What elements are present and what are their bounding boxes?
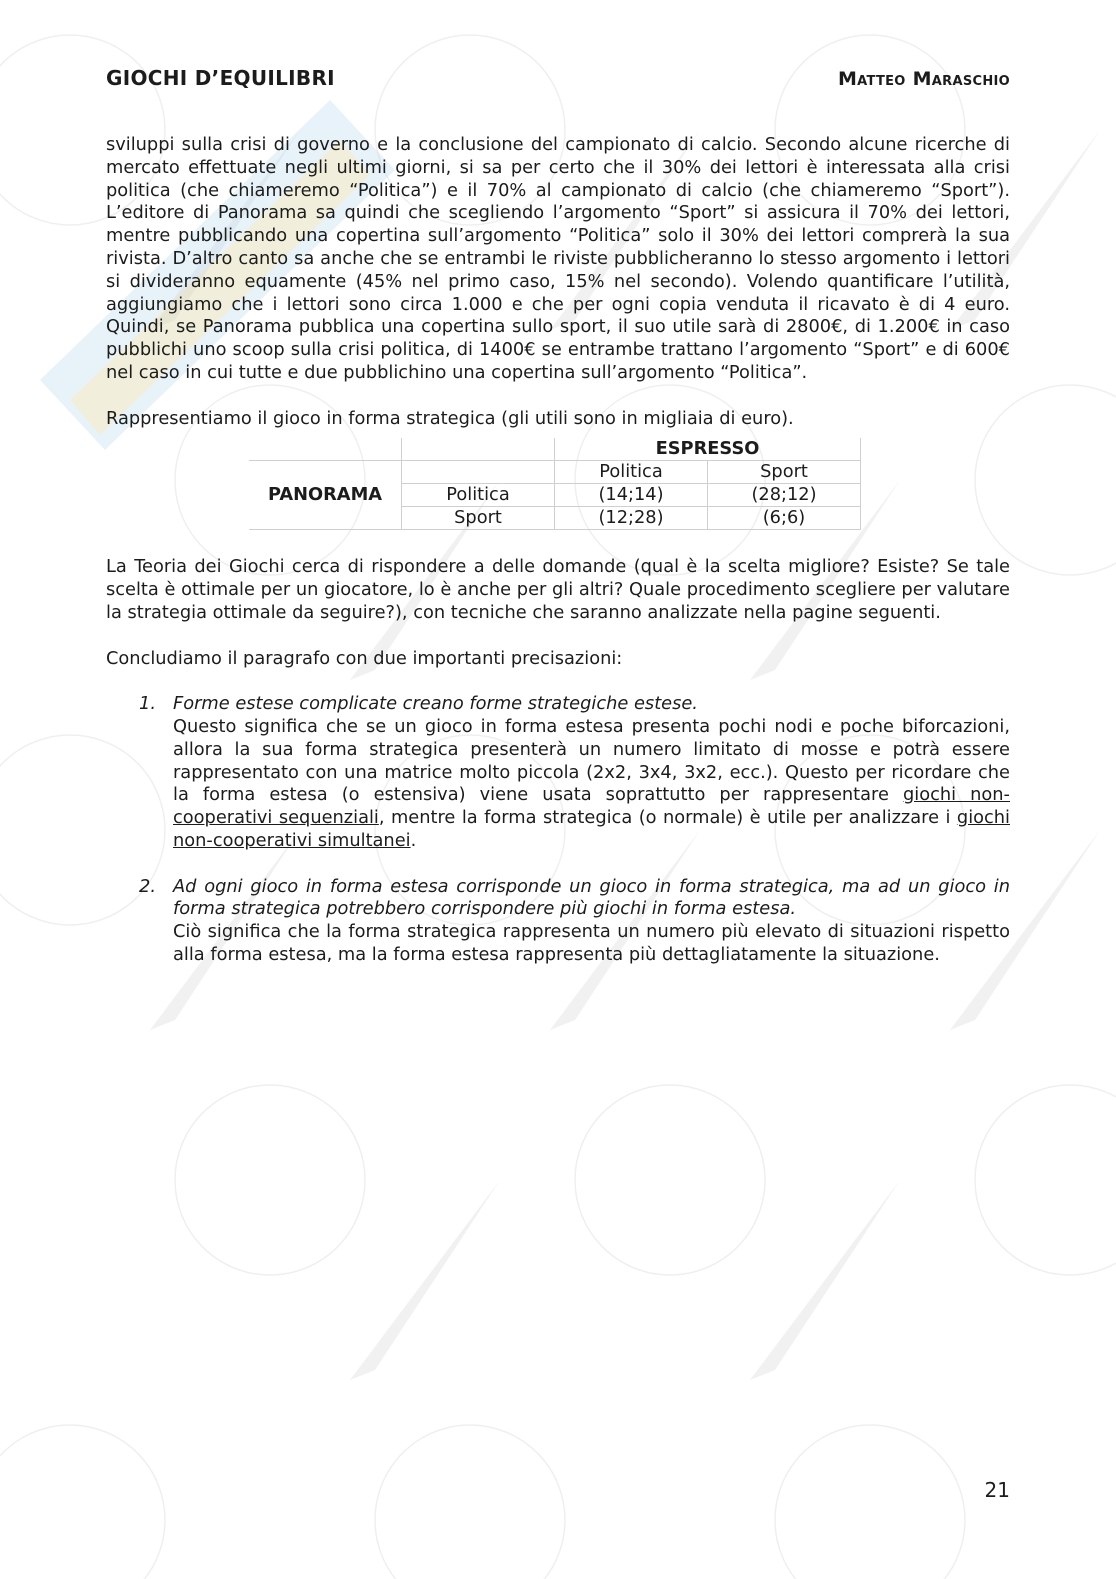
row-player-label: PANORAMA — [249, 484, 402, 507]
row-strategy-sport: Sport — [402, 507, 555, 530]
link-sequential-games[interactable]: giochi non-cooperativi sequenziali — [173, 784, 1010, 829]
list-item — [106, 693, 1010, 853]
list-item-title: Forme estese complicate creano forme strategiche estese. — [173, 693, 698, 715]
payoff-cell: (6;6) — [708, 507, 861, 530]
row-strategy-politica: Politica — [402, 484, 555, 507]
page-body — [106, 134, 1010, 967]
paragraph-intro: sviluppi sulla crisi di governo e la conclusione del campionato di calcio. Secondo alcune ricerche di mercato effettuate negli ultimi giorni, si sa per certo che il 30% dei lettori è interessata alla crisi politica (che chiameremo “Politica”) e il 70% al campionato di calcio (che chiameremo “Sport”). L’editore di Panorama sa quindi che scegliendo l’argomento “Sport” si assicura il 70% dei lettori, mentre pubblicando una copertina sull’argomento “Politica” solo il 30% dei lettori comprerà la sua rivista. D’altro canto sa anche che se entrambi le riviste pubblicheranno lo stesso argomento i lettori si divideranno equamente (45% nel primo caso, 15% nel secondo). Volendo quantificare l’utilità, aggiungiamo che i lettori sono circa 1.000 e che per ogni copia venduta il ricavato è di 4 euro. Quindi, se Panorama pubblica una copertina sullo sport, il suo utile sarà di 2800€, di 1.200€ in caso pubblichi uno scoop sulla crisi politica, di 1400€ se entrambe trattano l’argomento “Sport” e di 600€ nel caso in cui tutte e due pubblichino una copertina sull’argomento “Politica”. — [106, 134, 1010, 383]
list-item-title: Ad ogni gioco in forma estesa corrisponde un gioco in forma strategica, ma ad un gioco in forma strategica potrebbero corrispondere più giochi in forma estesa. — [173, 875, 1010, 920]
list-item-text: Ciò significa che la forma strategica rappresenta un numero più elevato di situazioni rispetto alla forma estesa, ma la forma estesa rappresenta più dettagliatamente la situazione. — [173, 921, 1010, 965]
paragraph-conclusion: Concludiamo il paragrafo con due importanti precisazioni: — [106, 647, 623, 669]
paragraph-theory: La Teoria dei Giochi cerca di rispondere a delle domande (qual è la scelta migliore? Esiste? Se tale scelta è ottimale per un giocatore, lo è anche per gli altri? Quale procedimento scegliere per valutare la strategia ottimale da seguire?), con tecniche che saranno analizzate nella pagine seguenti. — [106, 556, 1010, 623]
payoff-cell: (12;28) — [555, 507, 708, 530]
list-item-text: Questo significa che se un gioco in forma estesa presenta pochi nodi e poche biforcazioni, allora la sua forma strategica presenterà un numero limitato di mosse e potrà essere rappresentato con una matrice molto piccola (2x2, 3x4, 3x2, ecc.). Questo per ricordare che la forma estesa (o estensiva) viene usata soprattutto per rappresentare giochi non-cooperativi sequenziali, mentre la forma strategica (o normale) è utile per analizzare i giochi non-cooperativi simultanei. — [173, 715, 1010, 851]
link-simultaneous-games[interactable]: giochi non-cooperativi simultanei — [173, 807, 1010, 851]
page-number: 21 — [984, 1478, 1010, 1502]
precisations-list — [106, 693, 1010, 967]
payoff-cell: (28;12) — [708, 484, 861, 507]
header-author: Matteo Maraschio — [837, 68, 1010, 90]
list-item — [106, 876, 1010, 967]
column-strategy-politica: Politica — [555, 461, 708, 484]
paragraph-strategic-form: Rappresentiamo il gioco in forma strategica (gli utili sono in migliaia di euro). — [106, 407, 794, 429]
list-number: 1. — [139, 693, 156, 715]
column-strategy-sport: Sport — [708, 461, 861, 484]
payoff-cell: (14;14) — [555, 484, 708, 507]
list-number: 2. — [139, 875, 156, 897]
page-header — [106, 66, 1010, 96]
column-player-label: ESPRESSO — [555, 438, 861, 461]
header-title: GIOCHI D’EQUILIBRI — [106, 66, 335, 90]
payoff-table — [249, 438, 861, 530]
